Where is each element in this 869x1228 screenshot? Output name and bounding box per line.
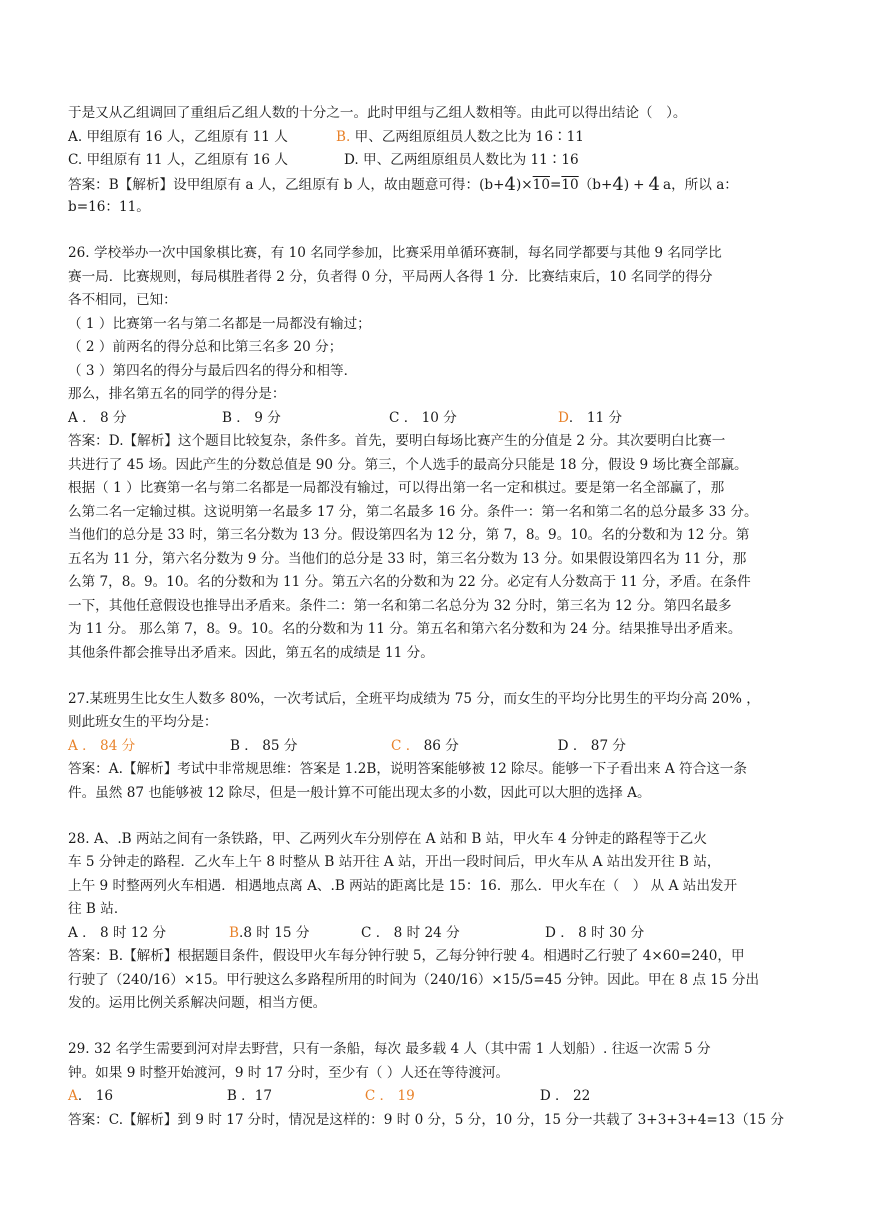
q26-option-d-letter: D — [558, 409, 569, 426]
q26-condition-3: （ 3 ）第四名的得分与最后四名的得分和相等． — [68, 362, 358, 379]
q26-answer-line3: 根据（ 1 ）比赛第一名与第二名都是一局都没有输过，可以得出第一名一定和棋过。要是第一名全部赢了，那 — [68, 480, 725, 496]
q29-stem-line2: 钟。如果 9 时整开始渡河，9 时 17 分时，至少有（ ）人还在等待渡河。 — [68, 1064, 510, 1081]
q26-answer-line7: 么第 7，8。9。10。名的分数和为 11 分。第五六名的分数和为 22 分。必定有人分数高于 11 分，矛盾。在条件 — [68, 574, 751, 590]
q28-options — [68, 922, 808, 946]
q26-condition-2: （ 2 ）前两名的得分总和比第三名多 20 分； — [68, 339, 343, 355]
q28-option-a: A ． 8 时 12 分 — [68, 924, 167, 941]
q29-option-a-letter: A — [68, 1088, 78, 1104]
q28-option-b-letter: B — [229, 924, 239, 941]
q26-options — [68, 407, 808, 431]
q25-answer-fraction: 4 — [504, 173, 516, 195]
q25-answer-paren: （b+ — [578, 176, 613, 193]
q26-stem-line1: 26. 学校举办一次中国象棋比赛，有 10 名同学参加，比赛采用单循环赛制，每名同学都要与其他 9 名同学比 — [68, 245, 722, 261]
q27-answer-line2: 件。虽然 87 也能够被 12 除尽，但是一般计算不可能出现太多的小数，因此可以大胆的选择 A。 — [68, 784, 651, 801]
q27-option-c-letter: C ． — [391, 737, 420, 754]
q27-stem-line1: 27.某班男生比女生人数多 80%，一次考试后，全班平均成绩为 75 分，而女生的平均分比男生的平均分高 20% ， — [68, 690, 760, 707]
q27-option-a: A ． 84 分 — [68, 737, 136, 754]
q28-answer-line2: 行驶了（240/16）×15。甲行驶这么多路程所用的时间为（240/16）×15/5=45 分钟。因此。甲在 8 点 15 分出 — [68, 971, 760, 988]
q26-stem-line3: 各不相同，已知： — [68, 292, 177, 308]
q25-options-ab — [68, 126, 808, 150]
q25-option-b-letter: B. — [336, 128, 351, 145]
q26-condition-1: （ 1 ）比赛第一名与第二名都是一局都没有输过； — [68, 315, 371, 332]
q25-answer-fraction3: 4 — [648, 173, 660, 195]
q25-answer-close: ) — [623, 176, 630, 193]
q25-answer-fraction2: 4 — [612, 173, 624, 195]
q25-options-cd — [68, 149, 808, 173]
q25-answer-text: 答案：B【解析】设甲组原有 a 人，乙组原有 b 人，故由题意可得：(b+ — [68, 176, 505, 193]
q26-answer-line5: 当他们的总分是 33 时，第三名分数为 13 分。假设第四名为 12 分，第 7，8。9。10。名的分数和为 12 分。第 — [68, 527, 750, 543]
q25-answer-plus: + — [633, 176, 645, 193]
q29-option-a: ． 16 — [77, 1088, 114, 1104]
q28-option-b: .8 时 15 分 — [239, 924, 310, 941]
q29-answer-line1: 答案：C.【解析】到 9 时 17 分时，情况是这样的：9 时 0 分，5 分，10 分，15 分一共载了 3+3+3+4=13（15 分 — [68, 1111, 784, 1128]
q27-stem-line2: 则此班女生的平均分是： — [68, 714, 218, 730]
q26-option-c: C ． 10 分 — [389, 409, 457, 426]
q26-option-b: B ． 9 分 — [222, 409, 281, 426]
q28-stem-line4: 往 B 站． — [68, 901, 128, 917]
q25-answer-denominator: 10 — [532, 176, 550, 193]
q26-answer-line2: 共进行了 45 场。因此产生的分数总值是 90 分。第三，个人选手的最高分只能是 18 分，假设 9 场比赛全部赢。 — [68, 456, 748, 473]
document-page — [68, 102, 808, 1132]
q26-answer-line8: 一下，其他任意假设也推导出矛盾来。条件二：第一名和第二名总分为 32 分时，第三名为 12 分。第四名最多 — [68, 597, 732, 614]
q25-option-c: C. 甲组原有 11 人，乙组原有 16 人 — [68, 152, 288, 168]
q26-option-a: A ． 8 分 — [68, 409, 127, 426]
q29-option-c: C ． 19 — [364, 1088, 415, 1104]
q25-answer-line1 — [68, 173, 808, 197]
q25-option-d: D. 甲、乙两组原组员人数比为 11∶16 — [344, 152, 579, 168]
q25-option-b: 甲、乙两组原组员人数之比为 16∶11 — [354, 128, 584, 145]
q28-stem-line2: 车 5 分钟走的路程．乙火车上午 8 时整从 B 站开往 A 站，开出一段时间后，甲火车从 A 站出发开往 B 站， — [68, 854, 721, 870]
q28-answer-line1: 答案：B.【解析】根据题目条件，假设甲火车每分钟行驶 5，乙每分钟行驶 4。相遇时乙行驶了 4×60=240，甲 — [68, 948, 745, 964]
q25-answer-times: )× — [515, 176, 533, 193]
q28-option-c: C ． 8 时 24 分 — [361, 924, 460, 941]
q28-option-d: D ． 8 时 30 分 — [545, 924, 645, 941]
q29-options — [68, 1085, 808, 1109]
q26-stem-line2: 赛一局．比赛规则，每局棋胜者得 2 分，负者得 0 分，平局两人各得 1 分．比赛结束后，10 名同学的得分 — [68, 268, 713, 285]
q25-answer-line2: b=16：11。 — [68, 199, 150, 215]
q26-answer-line6: 五名为 11 分，第六名分数为 9 分。当他们的总分是 33 时，第三名分数为 13 分。如果假设第四名为 11 分，那 — [68, 550, 747, 567]
q25-answer-tail: a，所以 a： — [662, 176, 738, 193]
q27-answer-line1: 答案：A.【解析】考试中非常规思维：答案是 1.2B，说明答案能够被 12 除尽。能够一下子看出来 A 符合这一条 — [68, 761, 747, 777]
q25-answer-denominator2: 10 — [561, 176, 579, 193]
q29-option-d: D ． 22 — [539, 1088, 591, 1104]
q26-answer-line4: 么第二名一定输过棋。这说明第一名最多 17 分，第二名最多 16 分。条件一：第一名和第二名的总分最多 33 分。 — [68, 503, 758, 520]
q26-answer-line1: 答案：D.【解析】这个题目比较复杂，条件多。首先，要明白每场比赛产生的分值是 2 分。其次要明白比赛一 — [68, 433, 726, 449]
q25-stem-line: 于是又从乙组调回了重组后乙组人数的十分之一。此时甲组与乙组人数相等。由此可以得出结论（ ）。 — [68, 105, 687, 121]
q27-option-b: B ． 85 分 — [230, 737, 298, 754]
q29-option-b: B ．17 — [226, 1088, 273, 1104]
q26-question: 那么，排名第五名的同学的得分是： — [68, 386, 286, 402]
q28-answer-line3: 发的。运用比例关系解决问题，相当方便。 — [68, 995, 327, 1011]
q26-answer-line10: 其他条件都会推导出矛盾来。因此，第五名的成绩是 11 分。 — [68, 644, 434, 661]
q25-answer-equals: = — [549, 176, 562, 193]
q26-option-d: ． 11 分 — [568, 409, 623, 426]
q29-stem-line1: 29. 32 名学生需要到河对岸去野营，只有一条船，每次 最多载 4 人（其中需 1 人划船）. 往返一次需 5 分 — [68, 1041, 711, 1057]
q25-option-a: A. 甲组原有 16 人，乙组原有 11 人 — [68, 128, 288, 145]
q27-option-d: D ． 87 分 — [557, 737, 627, 754]
q28-stem-line3: 上午 9 时整两列火车相遇．相遇地点离 A、.B 两站的距离比是 15：16．那么．甲火车在（ ） 从 A 站出发开 — [68, 877, 738, 894]
q28-stem-line1: 28. A、.B 两站之间有一条铁路，甲、乙两列火车分别停在 A 站和 B 站，甲火车 4 分钟走的路程等于乙火 — [68, 830, 707, 847]
q27-option-c: 86 分 — [423, 737, 459, 754]
q27-options — [68, 735, 808, 759]
q26-answer-line9: 为 11 分。 那么第 7，8。9。10。名的分数和为 11 分。第五名和第六名分数和为 24 分。结果推导出矛盾来。 — [68, 621, 742, 637]
